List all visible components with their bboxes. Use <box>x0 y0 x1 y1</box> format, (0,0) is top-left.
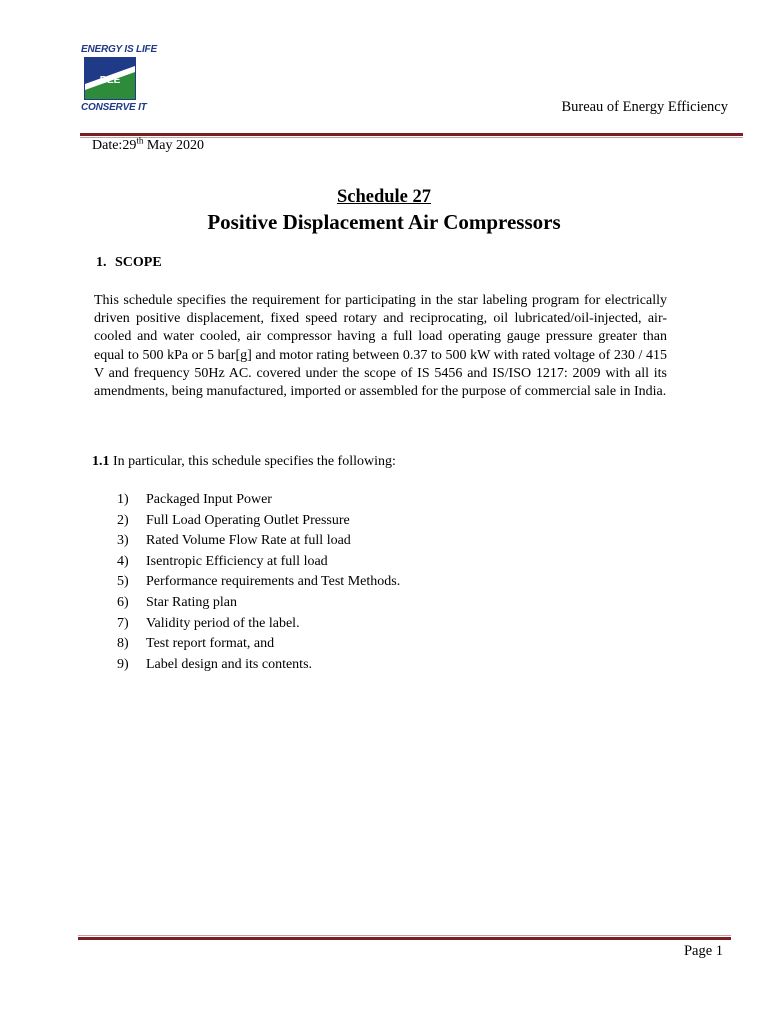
list-item-number: 4) <box>117 553 129 569</box>
list-item <box>117 573 400 594</box>
page-number: Page 1 <box>683 943 723 959</box>
section-title: SCOPE <box>115 255 162 270</box>
list-item-number: 2) <box>117 512 129 528</box>
list-item-number: 8) <box>117 636 129 652</box>
list-item-text: Rated Volume Flow Rate at full load <box>146 533 351 549</box>
list-item-text: Label design and its contents. <box>146 656 313 672</box>
list-item-text: Isentropic Efficiency at full load <box>146 553 328 569</box>
logo-box-text: BEE <box>99 75 121 86</box>
date-ordinal: th <box>136 135 144 146</box>
subsection-number: 1.1 <box>92 454 110 469</box>
logo-emblem-icon <box>85 58 135 99</box>
header-rule <box>80 133 743 136</box>
logo-top-text: ENERGY IS LIFE <box>81 44 157 55</box>
footer-rule-thin <box>78 935 731 936</box>
section-number: 1. <box>96 255 107 270</box>
section-heading <box>96 255 162 271</box>
list-item-text: Performance requirements and Test Methods. <box>146 574 401 590</box>
list-item-number: 7) <box>117 615 129 631</box>
list-item-text: Full Load Operating Outlet Pressure <box>146 512 350 528</box>
date-prefix: Date:29 <box>92 138 137 153</box>
logo-emblem <box>84 57 136 100</box>
list-item-text: Packaged Input Power <box>146 492 272 507</box>
schedule-label-text: Schedule 27 <box>336 187 432 207</box>
list-item-text: Test report format, and <box>146 636 275 652</box>
list-item-number: 5) <box>117 574 129 590</box>
list-item <box>117 635 400 656</box>
list-item-number: 9) <box>117 656 129 672</box>
document-title: Positive Displacement Air Compressors <box>207 210 561 234</box>
list-item <box>117 491 400 512</box>
requirements-list <box>117 491 400 676</box>
list-item <box>117 594 400 615</box>
document-date <box>92 135 205 154</box>
organization-name: Bureau of Energy Efficiency <box>561 99 728 115</box>
list-item-text: Validity period of the label. <box>146 615 300 631</box>
list-item <box>117 553 400 574</box>
list-item <box>117 615 400 636</box>
subsection-intro <box>92 454 396 470</box>
list-item-number: 1) <box>117 492 129 507</box>
list-item-text: Star Rating plan <box>146 594 237 610</box>
list-item <box>117 532 400 553</box>
logo-bottom-text: CONSERVE IT <box>81 102 147 113</box>
date-rest: May 2020 <box>143 138 205 153</box>
subsection-text: In particular, this schedule specifies the following: <box>109 454 396 469</box>
schedule-label <box>0 187 768 208</box>
list-item <box>117 656 400 677</box>
footer-rule <box>78 937 731 940</box>
list-item-number: 6) <box>117 594 129 610</box>
scope-paragraph: This schedule specifies the requirement for participating in the star labeling program for electrically driven positive displacement, fixed speed rotary and reciprocating, oil lubricated/oil-injected, air-cooled and water cooled, air compressor having a full load operating gauge pressure greater than equal to 500 kPa or 5 bar[g] and motor rating between 0.37 to 500 kW with rated voltage of 230 / 415 V and frequency 50Hz AC. covered under the scope of IS 5456 and IS/ISO 1217: 2009 with all its amendments, being manufactured, imported or assembled for the purpose of commercial sale in India. <box>94 293 667 400</box>
list-item <box>117 512 400 533</box>
bee-logo <box>81 44 157 116</box>
list-item-number: 3) <box>117 533 129 549</box>
